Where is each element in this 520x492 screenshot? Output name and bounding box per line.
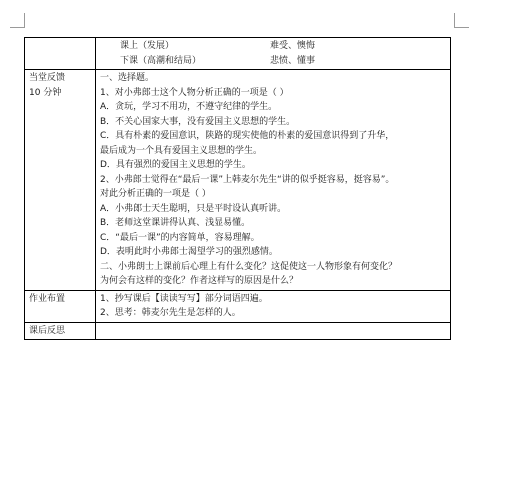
feedback-label-cell <box>25 70 96 291</box>
feedback-label: 当堂反馈 <box>29 73 66 83</box>
plot-stage: 下课（高潮和结局） <box>120 55 202 66</box>
feedback-content-cell <box>96 70 451 291</box>
plot-stage: 课上（发展） <box>120 41 175 51</box>
homework-content-cell <box>96 290 451 322</box>
option-c: C．具有朴素的爱国意识，陕路的现实使他的朴素的爱国意识得到了升华， <box>100 131 395 141</box>
plot-cell <box>96 38 451 70</box>
reflection-label-cell <box>25 322 96 340</box>
section-2-question: 二、小弗朗士上课前后心理上有什么变化？这促使这一人物形象有何变化？ <box>100 261 398 272</box>
plot-line-2 <box>100 54 446 69</box>
table-row-homework <box>25 290 451 322</box>
homework-label: 作业布置 <box>29 293 66 304</box>
option-a: A．贪玩，学习不用功，不遵守纪律的学生。 <box>100 102 278 112</box>
homework-item: 2、思考：韩麦尔先生是怎样的人。 <box>100 308 241 318</box>
plot-emotion: 悲愤、懂事 <box>270 55 316 66</box>
question-2-continued: 对此分析正确的一项是（ ） <box>100 189 211 199</box>
question-1: 1、对小弗郎士这个人物分析正确的一项是（ ） <box>100 87 289 98</box>
section-heading: 一、选择题。 <box>100 73 155 83</box>
table-row-feedback <box>25 70 451 291</box>
option-d: D．具有强烈的爱国主义思想的学生。 <box>100 160 251 170</box>
section-2-question-continued: 为何会有这样的变化？作者这样写的原因是什么？ <box>100 276 299 286</box>
table-row-reflection <box>25 322 451 340</box>
reflection-content-cell <box>96 322 451 340</box>
table-row-plot <box>25 38 451 70</box>
plot-line-1 <box>100 39 446 54</box>
question-2: 2、小弗郎士觉得在“最后一课”上韩麦尔先生“讲的似乎挺容易，挺容易”。 <box>100 174 395 185</box>
option-c: C．“最后一课”的内容简单，容易理解。 <box>100 232 260 243</box>
empty-label-cell <box>25 38 96 70</box>
plot-emotion: 难受、懊悔 <box>270 41 316 51</box>
reflection-label: 课后反思 <box>29 325 66 336</box>
page-corner-mark-left <box>10 13 25 28</box>
lesson-plan-table <box>24 37 451 340</box>
homework-item: 1、抄写课后【读读写写】部分词语四遍。 <box>100 293 268 304</box>
option-a: A．小弗郎士天生聪明，只是平时设认真听讲。 <box>100 203 287 214</box>
option-d: D．表明此时小弗郎士渴望学习的强烈感情。 <box>100 247 278 257</box>
option-b: B．老师这堂课讲得认真、浅显易懂。 <box>100 218 251 228</box>
option-b: B．不关心国家大事，没有爱国主义思想的学生。 <box>100 116 296 127</box>
feedback-duration: 10 分钟 <box>29 87 62 98</box>
homework-label-cell <box>25 290 96 322</box>
option-c-continued: 最后成为一个具有爱国主义思想的学生。 <box>100 145 263 156</box>
page-corner-mark-right <box>454 13 469 28</box>
